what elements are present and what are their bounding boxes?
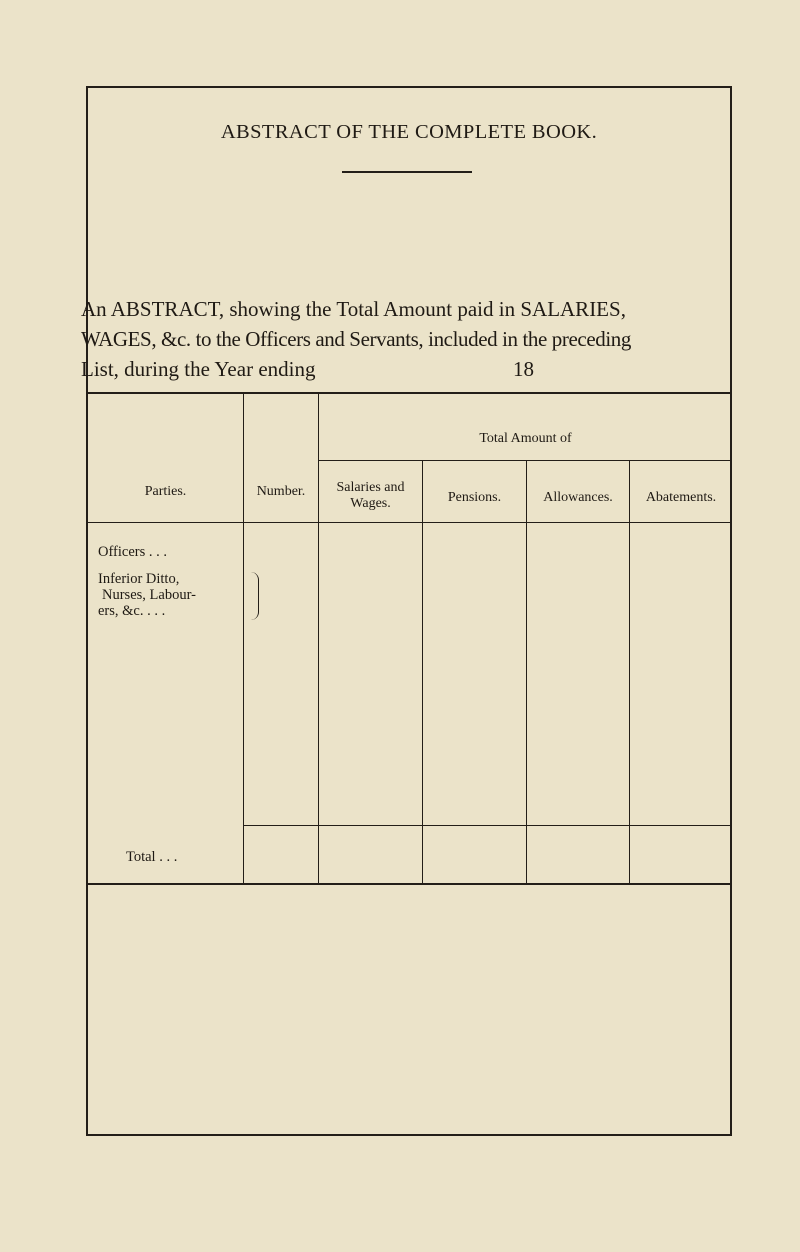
row-inferior-line-1: Inferior Ditto, <box>98 571 180 587</box>
divider-parties-number <box>243 393 244 883</box>
divider-pensions-allowances <box>526 461 527 883</box>
header-pensions: Pensions. <box>447 490 502 505</box>
header-salaries-line-1: Salaries and <box>336 480 405 495</box>
row-officers: Officers . . . <box>98 544 167 560</box>
row-inferior-line-3: ers, &c. . . . <box>98 603 166 619</box>
page-heading: ABSTRACT OF THE COMPLETE BOOK. <box>220 121 598 143</box>
header-abatements: Abatements. <box>645 490 717 505</box>
table-bottom-rule <box>88 883 732 885</box>
row-inferior-line-2: Nurses, Labour- <box>102 587 196 603</box>
row-total: Total . . . <box>126 849 178 865</box>
intro-line-3-text: List, during the Year ending <box>81 357 316 381</box>
total-rule <box>243 825 732 826</box>
divider-number-salaries <box>318 393 319 883</box>
divider-allowances-abatements <box>629 461 630 883</box>
header-allowances: Allowances. <box>543 490 613 505</box>
header-salaries <box>319 480 422 512</box>
subheader-rule <box>318 460 732 461</box>
year-blank: 18 <box>513 357 534 381</box>
header-parties: Parties. <box>144 484 187 499</box>
heading-rule <box>342 171 472 173</box>
intro-paragraph <box>81 294 731 384</box>
intro-line-2: WAGES, &c. to the Officers and Servants, included in the preceding <box>81 327 631 351</box>
header-salaries-line-2: Wages. <box>350 496 391 511</box>
row-inferior-brace <box>251 572 259 620</box>
divider-salaries-pensions <box>422 461 423 883</box>
header-bottom-rule <box>88 522 732 523</box>
intro-line-3 <box>81 354 731 384</box>
page-frame <box>81 86 732 1136</box>
header-total-amount: Total Amount of <box>479 431 572 446</box>
intro-line-1: An ABSTRACT, showing the Total Amount paid in SALARIES, <box>81 297 626 321</box>
header-number: Number. <box>256 484 306 499</box>
table-top-rule <box>88 392 732 394</box>
row-inferior <box>98 571 196 619</box>
